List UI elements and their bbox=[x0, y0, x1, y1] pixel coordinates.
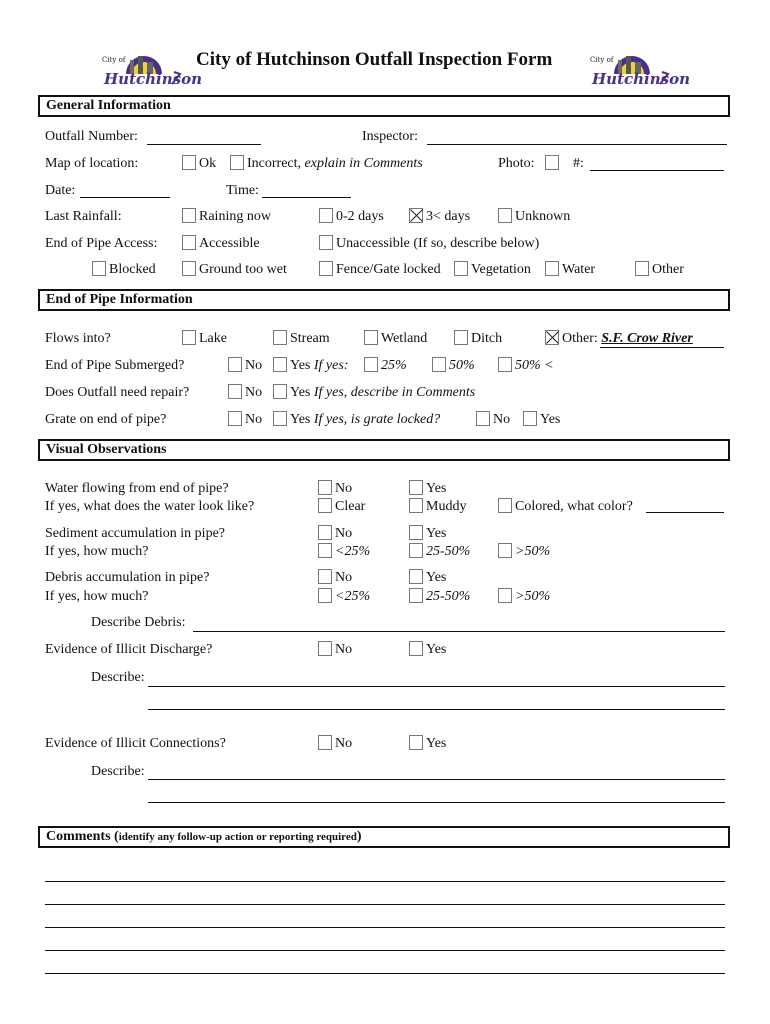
repair-yes-checkbox[interactable] bbox=[273, 384, 287, 399]
date-field[interactable] bbox=[80, 197, 170, 198]
submerged-25-label: 25% bbox=[381, 358, 407, 373]
grate-no-checkbox[interactable] bbox=[228, 411, 242, 426]
other-flows-checkbox[interactable] bbox=[545, 330, 559, 345]
colored-label: Colored, what color? bbox=[515, 499, 633, 514]
discharge-describe-field-2[interactable] bbox=[148, 709, 725, 710]
water-flowing-no-checkbox[interactable] bbox=[318, 480, 332, 495]
ground-too-wet-label: Ground too wet bbox=[199, 262, 287, 277]
submerged-label: End of Pipe Submerged? bbox=[45, 358, 185, 373]
submerged-50plus-label: 50% < bbox=[515, 358, 554, 373]
sediment-yes-label: Yes bbox=[426, 526, 447, 541]
other-flows-label bbox=[562, 331, 693, 347]
photo-number-field[interactable] bbox=[590, 170, 724, 171]
accessible-checkbox[interactable] bbox=[182, 235, 196, 250]
section-end-of-pipe: End of Pipe Information bbox=[38, 289, 730, 311]
discharge-yes-checkbox[interactable] bbox=[409, 641, 423, 656]
date-label: Date: bbox=[45, 183, 76, 198]
accessible-label: Accessible bbox=[199, 236, 260, 251]
lake-checkbox[interactable] bbox=[182, 330, 196, 345]
raining-now-label: Raining now bbox=[199, 209, 271, 224]
outfall-number-field[interactable] bbox=[147, 144, 261, 145]
debris-yes-label: Yes bbox=[426, 570, 447, 585]
submerged-no-checkbox[interactable] bbox=[228, 357, 242, 372]
map-location-label: Map of location: bbox=[45, 156, 139, 171]
photo-label: Photo: bbox=[498, 156, 535, 171]
logo-small-text: City of bbox=[590, 56, 614, 64]
submerged-yes-checkbox[interactable] bbox=[273, 357, 287, 372]
sediment-25-50-checkbox[interactable] bbox=[409, 543, 423, 558]
submerged-if-yes: If yes: bbox=[313, 358, 349, 373]
illicit-connections-label: Evidence of Illicit Connections? bbox=[45, 736, 226, 751]
fence-gate-label: Fence/Gate locked bbox=[336, 262, 441, 277]
ok-checkbox[interactable] bbox=[182, 155, 196, 170]
incorrect-label bbox=[247, 156, 423, 172]
other-access-checkbox[interactable] bbox=[635, 261, 649, 276]
days-3-checkbox[interactable] bbox=[409, 208, 423, 223]
connections-no-checkbox[interactable] bbox=[318, 735, 332, 750]
sediment-25-50-label: 25-50% bbox=[426, 544, 471, 559]
submerged-50plus-checkbox[interactable] bbox=[498, 357, 512, 372]
form-title: City of Hutchinson Outfall Inspection Form bbox=[196, 49, 553, 70]
grate-yes-text: Yes bbox=[290, 412, 314, 427]
vegetation-checkbox[interactable] bbox=[454, 261, 468, 276]
connections-describe-field-1[interactable] bbox=[148, 779, 725, 780]
grate-yes-label bbox=[290, 412, 440, 428]
blocked-label: Blocked bbox=[109, 262, 156, 277]
unaccessible-label: Unaccessible (If so, describe below) bbox=[336, 236, 540, 251]
other-access-label: Other bbox=[652, 262, 684, 277]
water-flowing-no-label: No bbox=[335, 481, 353, 496]
logo-small-text: City of bbox=[102, 56, 126, 64]
unaccessible-checkbox[interactable] bbox=[319, 235, 333, 250]
debris-no-checkbox[interactable] bbox=[318, 569, 332, 584]
submerged-no-label: No bbox=[245, 358, 263, 373]
connections-describe-label: Describe: bbox=[91, 764, 145, 779]
submerged-50-checkbox[interactable] bbox=[432, 357, 446, 372]
inspector-label: Inspector: bbox=[362, 129, 418, 144]
illicit-discharge-label: Evidence of Illicit Discharge? bbox=[45, 642, 213, 657]
wetland-checkbox[interactable] bbox=[364, 330, 378, 345]
comments-line-1[interactable] bbox=[45, 881, 725, 882]
sediment-label: Sediment accumulation in pipe? bbox=[45, 526, 226, 541]
grate-locked-yes-checkbox[interactable] bbox=[523, 411, 537, 426]
discharge-no-checkbox[interactable] bbox=[318, 641, 332, 656]
photo-checkbox[interactable] bbox=[545, 155, 559, 170]
connections-yes-label: Yes bbox=[426, 736, 447, 751]
time-field[interactable] bbox=[262, 197, 351, 198]
debris-gt50-checkbox[interactable] bbox=[498, 588, 512, 603]
clear-label: Clear bbox=[335, 499, 366, 514]
lake-label: Lake bbox=[199, 331, 227, 346]
city-logo-left bbox=[100, 44, 203, 92]
ditch-checkbox[interactable] bbox=[454, 330, 468, 345]
water-flowing-yes-checkbox[interactable] bbox=[409, 480, 423, 495]
water-label: Water bbox=[562, 262, 596, 277]
submerged-50-label: 50% bbox=[449, 358, 475, 373]
stream-label: Stream bbox=[290, 331, 330, 346]
comments-line-2[interactable] bbox=[45, 904, 725, 905]
water-look-label: If yes, what does the water look like? bbox=[45, 499, 255, 514]
repair-no-checkbox[interactable] bbox=[228, 384, 242, 399]
colored-checkbox[interactable] bbox=[498, 498, 512, 513]
describe-debris-label: Describe Debris: bbox=[91, 615, 186, 630]
raining-now-checkbox[interactable] bbox=[182, 208, 196, 223]
comments-heading-note: identify any follow-up action or reporting required bbox=[118, 831, 357, 843]
sediment-gt50-label: >50% bbox=[515, 544, 551, 559]
debris-lt25-label: <25% bbox=[335, 589, 371, 604]
days-0-2-label: 0-2 days bbox=[336, 209, 384, 224]
sediment-yes-checkbox[interactable] bbox=[409, 525, 423, 540]
debris-yes-checkbox[interactable] bbox=[409, 569, 423, 584]
section-general-information: General Information bbox=[38, 95, 730, 117]
sediment-lt25-label: <25% bbox=[335, 544, 371, 559]
connections-yes-checkbox[interactable] bbox=[409, 735, 423, 750]
section-visual-observations: Visual Observations bbox=[38, 439, 730, 461]
grate-label: Grate on end of pipe? bbox=[45, 412, 167, 427]
end-pipe-access-label: End of Pipe Access: bbox=[45, 236, 158, 251]
inspector-field[interactable] bbox=[427, 144, 727, 145]
debris-lt25-checkbox[interactable] bbox=[318, 588, 332, 603]
debris-label: Debris accumulation in pipe? bbox=[45, 570, 210, 585]
stream-checkbox[interactable] bbox=[273, 330, 287, 345]
debris-25-50-label: 25-50% bbox=[426, 589, 471, 604]
sediment-how-much-label: If yes, how much? bbox=[45, 544, 149, 559]
grate-yes-checkbox[interactable] bbox=[273, 411, 287, 426]
discharge-no-label: No bbox=[335, 642, 353, 657]
logo-script-text: Hutchinson bbox=[592, 70, 691, 88]
comments-heading: Comments ( bbox=[46, 829, 119, 844]
submerged-25-checkbox[interactable] bbox=[364, 357, 378, 372]
section-comments bbox=[38, 826, 730, 848]
clear-checkbox[interactable] bbox=[318, 498, 332, 513]
incorrect-checkbox[interactable] bbox=[230, 155, 244, 170]
grate-no-label: No bbox=[245, 412, 263, 427]
grate-locked-yes-label: Yes bbox=[540, 412, 561, 427]
muddy-checkbox[interactable] bbox=[409, 498, 423, 513]
comments-line-3[interactable] bbox=[45, 927, 725, 928]
water-flowing-yes-label: Yes bbox=[426, 481, 447, 496]
sediment-no-label: No bbox=[335, 526, 353, 541]
logo-script-text: Hutchinson bbox=[104, 70, 203, 88]
connections-describe-field-2[interactable] bbox=[148, 802, 725, 803]
debris-gt50-label: >50% bbox=[515, 589, 551, 604]
water-checkbox[interactable] bbox=[545, 261, 559, 276]
flows-into-label: Flows into? bbox=[45, 331, 111, 346]
blocked-checkbox[interactable] bbox=[92, 261, 106, 276]
days-3-label: 3< days bbox=[426, 209, 471, 224]
discharge-describe-field-1[interactable] bbox=[148, 686, 725, 687]
ok-label: Ok bbox=[199, 156, 217, 171]
connections-no-label: No bbox=[335, 736, 353, 751]
unknown-label: Unknown bbox=[515, 209, 571, 224]
repair-yes-label bbox=[290, 385, 475, 401]
fence-gate-checkbox[interactable] bbox=[319, 261, 333, 276]
vegetation-label: Vegetation bbox=[471, 262, 531, 277]
colored-field[interactable] bbox=[646, 512, 724, 513]
describe-debris-field[interactable] bbox=[193, 631, 725, 632]
photo-number-label: #: bbox=[573, 156, 584, 171]
time-label: Time: bbox=[226, 183, 259, 198]
muddy-label: Muddy bbox=[426, 499, 467, 514]
incorrect-text: Incorrect, bbox=[247, 156, 305, 171]
comments-line-4[interactable] bbox=[45, 950, 725, 951]
city-logo-right bbox=[588, 44, 691, 92]
ditch-label: Ditch bbox=[471, 331, 503, 346]
other-flows-value[interactable]: S.F. Crow River bbox=[601, 331, 693, 346]
sediment-no-checkbox[interactable] bbox=[318, 525, 332, 540]
sediment-lt25-checkbox[interactable] bbox=[318, 543, 332, 558]
repair-if-yes: If yes, describe in Comments bbox=[313, 385, 476, 400]
grate-locked-no-label: No bbox=[493, 412, 511, 427]
need-repair-label: Does Outfall need repair? bbox=[45, 385, 190, 400]
other-flows-underline bbox=[600, 347, 724, 348]
grate-locked-no-checkbox[interactable] bbox=[476, 411, 490, 426]
debris-25-50-checkbox[interactable] bbox=[409, 588, 423, 603]
submerged-yes-label bbox=[290, 358, 348, 374]
wetland-label: Wetland bbox=[381, 331, 428, 346]
days-0-2-checkbox[interactable] bbox=[319, 208, 333, 223]
ground-too-wet-checkbox[interactable] bbox=[182, 261, 196, 276]
debris-how-much-label: If yes, how much? bbox=[45, 589, 149, 604]
discharge-yes-label: Yes bbox=[426, 642, 447, 657]
submerged-yes-text: Yes bbox=[290, 358, 314, 373]
other-flows-text: Other: bbox=[562, 331, 602, 346]
comments-line-5[interactable] bbox=[45, 973, 725, 974]
debris-no-label: No bbox=[335, 570, 353, 585]
last-rainfall-label: Last Rainfall: bbox=[45, 209, 122, 224]
water-flowing-label: Water flowing from end of pipe? bbox=[45, 481, 229, 496]
repair-yes-text: Yes bbox=[290, 385, 314, 400]
unknown-checkbox[interactable] bbox=[498, 208, 512, 223]
discharge-describe-label: Describe: bbox=[91, 670, 145, 685]
explain-text: explain in Comments bbox=[304, 156, 423, 171]
sediment-gt50-checkbox[interactable] bbox=[498, 543, 512, 558]
outfall-number-label: Outfall Number: bbox=[45, 129, 138, 144]
repair-no-label: No bbox=[245, 385, 263, 400]
grate-if-yes: If yes, is grate locked? bbox=[313, 412, 441, 427]
comments-heading-close: ) bbox=[356, 829, 362, 844]
